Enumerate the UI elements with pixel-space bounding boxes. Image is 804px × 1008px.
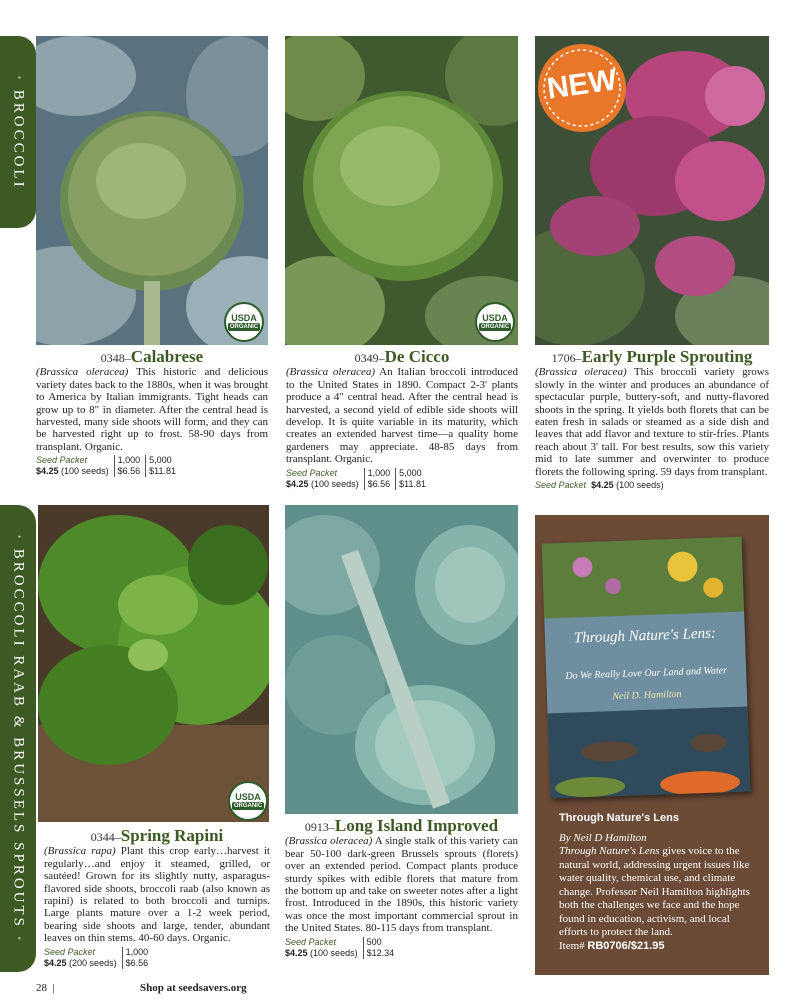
- price-option[interactable]: 1,000 $6.56: [364, 468, 396, 490]
- calabrese-photo: [36, 36, 268, 345]
- usda-organic-badge: USDA ORGANIC: [224, 302, 264, 342]
- price-row: [535, 480, 769, 491]
- product-long-island-improved: [285, 816, 518, 959]
- book-item[interactable]: Item# RB0706/$21.95: [559, 939, 665, 952]
- product-description: (Brassica rapa) Plant this crop early…harvest it regularly…and enjoy it steamed, grilled, or sautéed! Grown for its slightly nutty, asparagus-flavored side shoots, broccoli raab (also known as rapini) is related to both broccoli and turnips. Large plants mature over a 1-2 week period, bearing side shoots and large, tender, abundant leaves on thin stems. 40-60 days. Organic.: [44, 845, 270, 945]
- price-option[interactable]: Seed Packet $4.25 (100 seeds): [285, 936, 358, 958]
- book-description: Through Nature's Lens gives voice to the natural world, addressing urgent issues like water quality, chemical use, and climate change. Professor Neil Hamilton highlights both the challenges we face and the hope found in education, activism, and local efforts to protect the land.: [559, 845, 750, 938]
- price-row: [286, 468, 518, 490]
- price-option[interactable]: Seed Packet $4.25 (100 seeds): [36, 455, 109, 477]
- price-option[interactable]: 5,000 $11.81: [395, 468, 431, 490]
- section-tab-broccoli: · BROCCOLI: [0, 36, 36, 228]
- price-row: [285, 937, 518, 959]
- early-purple-sprouting-photo: [535, 36, 769, 345]
- price-option[interactable]: 5,000 $11.81: [145, 455, 181, 477]
- price-option[interactable]: 1,000 $6.56: [122, 947, 154, 969]
- spring-rapini-photo: [38, 505, 269, 822]
- page-number: 28 |: [36, 982, 55, 994]
- long-island-improved-photo: [285, 505, 518, 814]
- price-option[interactable]: Seed Packet $4.25 (200 seeds): [44, 946, 117, 968]
- price-option[interactable]: 1,000 $6.56: [114, 455, 146, 477]
- product-description: (Brassica oleracea) A single stalk of this variety can bear 50-100 dark-green Brussels sprouts (florets) over an extended period. Compact plants produce sturdy spikes with edible florets that mature from the bottom up and take on sweeter notes after a light frost. Introduced in the 1890s, this historic variety was once the most important commercial sprout in the United States. 80-115 days from transplant.: [285, 835, 518, 935]
- product-title: 0349–De Cicco: [354, 347, 450, 366]
- book-byline: By Neil D Hamilton: [559, 831, 647, 844]
- de-cicco-photo: [285, 36, 518, 345]
- price-option[interactable]: Seed Packet $4.25 (100 seeds): [286, 467, 359, 489]
- product-title: 0913–Long Island Improved: [304, 816, 499, 835]
- product-description: (Brassica oleracea) This broccoli variety grows slowly in the winter and produces an abundance of spectacular purple, buttery-soft, and nutty-flavored shoots in the spring. It yields both florets that can be eaten fresh in salads or steamed as a side dish and leaves that add flavor and texture to stir-fries. Plants reach about 3' tall. For best results, sow this variety mid to late summer and overwinter to produce florets the following spring. 59 days from transplant.: [535, 366, 770, 478]
- product-title: 0348–Calabrese: [100, 347, 204, 366]
- new-badge: NEW: [544, 63, 619, 106]
- price-option[interactable]: Seed Packet $4.25 (100 seeds): [535, 480, 664, 491]
- price-row: [44, 947, 270, 969]
- product-title: 0344–Spring Rapini: [90, 826, 224, 845]
- price-row: [36, 455, 268, 477]
- price-option[interactable]: 500 $12.34: [363, 937, 400, 959]
- product-description: (Brassica oleracea) An Italian broccoli introduced to the United States in 1890. Compact 2-3' plants produce a 4" central head. After the central head is harvested, a second yield of edible side shoots will develop. It is quite variable in its maturity, which creates an extended harvest time—a quality home gardeners may appreciate. 48-85 days from transplant. Organic.: [286, 366, 518, 466]
- book-title: Through Nature's Lens: [559, 812, 679, 824]
- product-calabrese: [36, 347, 269, 477]
- book-cover-title: Through Nature's Lens:: [573, 625, 717, 647]
- usda-organic-badge: USDA ORGANIC: [228, 781, 268, 821]
- product-title: 1706–Early Purple Sprouting: [551, 347, 753, 366]
- section-tab-raab-brussels: · BROCCOLI RAAB & BRUSSELS SPROUTS ·: [0, 505, 36, 972]
- product-early-purple-sprouting: [535, 347, 770, 491]
- book-cover[interactable]: [542, 537, 751, 799]
- book-cover-author: Neil D. Hamilton: [612, 688, 682, 703]
- product-de-cicco: [286, 347, 518, 490]
- book-cover-subtitle: Do We Really Love Our Land and Water: [565, 665, 728, 682]
- product-description: (Brassica oleracea) This historic and delicious variety dates back to the 1880s, when it was brought to America by Italian immigrants. Tight heads can grow up to 8" in diameter. After the central head is harvested, many side shoots will form, and they can be harvested right up to frost. 58-90 days from transplant. Organic.: [36, 366, 269, 453]
- book-info: [559, 812, 759, 953]
- shop-link[interactable]: Shop at seedsavers.org: [140, 982, 247, 994]
- product-spring-rapini: [44, 826, 270, 969]
- usda-organic-badge: USDA ORGANIC: [475, 302, 515, 342]
